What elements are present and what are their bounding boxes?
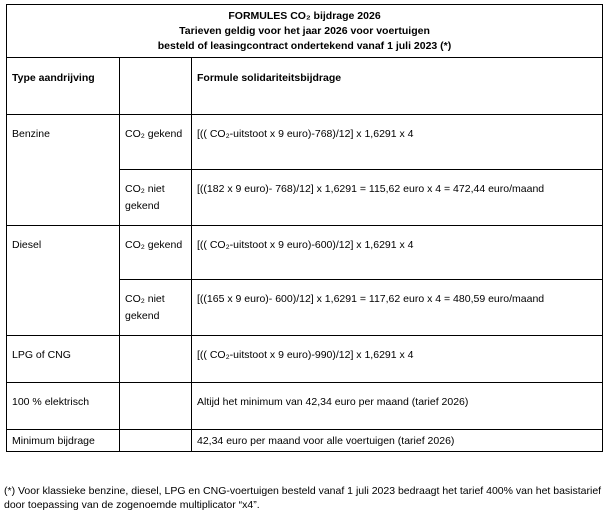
co2-formula-table (6, 4, 603, 452)
title-row (7, 5, 603, 58)
row-label-diesel: Diesel (7, 226, 120, 336)
footnote-line-2: door toepassing van de zogenoemde multiplicator “x4”. (4, 499, 260, 511)
table-row (7, 115, 603, 170)
table-title (7, 5, 603, 58)
header-row (7, 58, 603, 115)
electric-empty-cell (120, 383, 192, 430)
diesel-unknown-formula: [((165 x 9 euro)- 600)/12] x 1,6291 = 117,62 euro x 4 = 480,59 euro/maand (192, 280, 603, 336)
footnote (4, 484, 604, 512)
benzine-unknown-formula: [((182 x 9 euro)- 768)/12] x 1,6291 = 115,62 euro x 4 = 472,44 euro/maand (192, 170, 603, 226)
header-formula: Formule solidariteitsbijdrage (192, 58, 603, 115)
co2-formula-document (6, 4, 602, 452)
header-type: Type aandrijving (7, 58, 120, 115)
table-row (7, 226, 603, 280)
benzine-known-label: CO₂ gekend (120, 115, 192, 170)
title-line-2: Tarieven geldig voor het jaar 2026 voor voertuigen (179, 25, 430, 37)
lpg-formula: [(( CO₂-uitstoot x 9 euro)-990)/12] x 1,6291 x 4 (192, 336, 603, 383)
row-label-minimum: Minimum bijdrage (7, 430, 120, 452)
row-label-electric: 100 % elektrisch (7, 383, 120, 430)
benzine-unknown-label: CO₂ niet gekend (120, 170, 192, 226)
diesel-known-label: CO₂ gekend (120, 226, 192, 280)
row-label-lpg: LPG of CNG (7, 336, 120, 383)
row-label-benzine: Benzine (7, 115, 120, 226)
title-line-3: besteld of leasingcontract ondertekend vanaf 1 juli 2023 (*) (157, 40, 452, 52)
minimum-empty-cell (120, 430, 192, 452)
footnote-line-1: (*) Voor klassieke benzine, diesel, LPG en CNG-voertuigen besteld vanaf 1 juli 2023 bedraagt het tarief 400% van het basistarief (4, 485, 602, 497)
table-row (7, 383, 603, 430)
title-line-1: FORMULES CO₂ bijdrage 2026 (228, 10, 381, 22)
minimum-formula: 42,34 euro per maand voor alle voertuigen (tarief 2026) (192, 430, 603, 452)
electric-formula: Altijd het minimum van 42,34 euro per maand (tarief 2026) (192, 383, 603, 430)
diesel-known-formula: [(( CO₂-uitstoot x 9 euro)-600)/12] x 1,6291 x 4 (192, 226, 603, 280)
diesel-unknown-label: CO₂ niet gekend (120, 280, 192, 336)
benzine-known-formula: [(( CO₂-uitstoot x 9 euro)-768)/12] x 1,6291 x 4 (192, 115, 603, 170)
lpg-empty-cell (120, 336, 192, 383)
table-row (7, 336, 603, 383)
header-subtype (120, 58, 192, 115)
table-row (7, 430, 603, 452)
